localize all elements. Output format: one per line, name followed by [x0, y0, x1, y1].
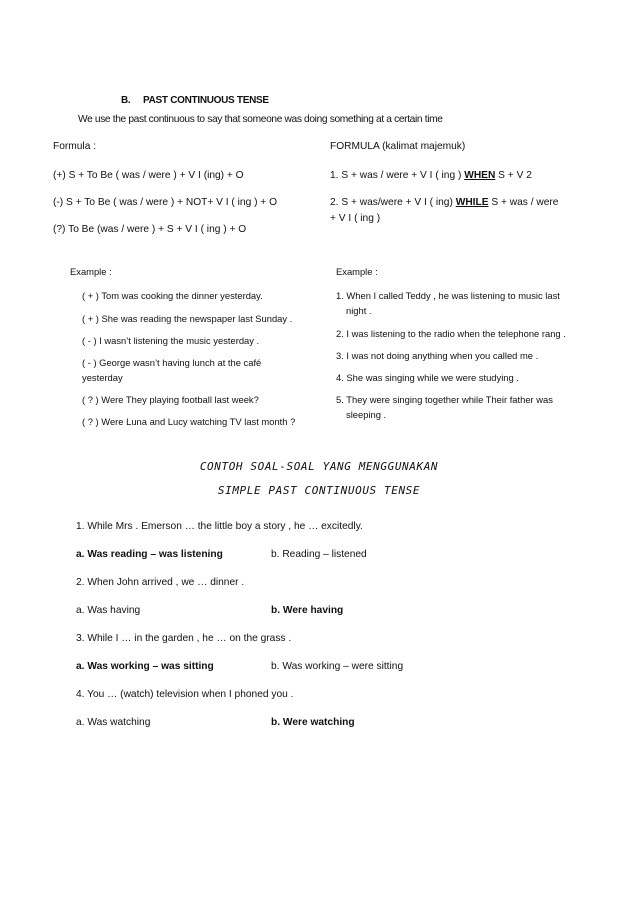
question-2-option-a: a. Was having [76, 605, 141, 616]
examples-right-label: Example : [336, 266, 378, 277]
example-left-3: ( - ) I wasn’t listening the music yesterday . [82, 335, 260, 346]
question-3-option-a: a. Was working – was sitting [76, 661, 214, 672]
example-right-1: 1. When I called Teddy , he was listening to music last [336, 290, 560, 301]
example-left-4-continued: yesterday [82, 372, 123, 383]
formula-while-continued: + V I ( ing ) [330, 213, 381, 224]
question-2-option-b: b. Were having [271, 605, 344, 616]
formula-question: (?) To Be (was / were ) + S + V I ( ing ) + O [53, 224, 247, 235]
formula-label: Formula : [53, 141, 97, 152]
question-1-option-b: b. Reading – listened [271, 549, 367, 560]
formula-compound-label: FORMULA (kalimat majemuk) [330, 141, 466, 152]
question-3-option-b: b. Was working – were sitting [271, 661, 404, 672]
example-right-2: 2. I was listening to the radio when the telephone rang . [336, 328, 566, 339]
question-4-option-b: b. Were watching [271, 717, 355, 728]
examples-left-label: Example : [70, 266, 112, 277]
question-4: 4. You … (watch) television when I phoned you . [76, 689, 294, 700]
formula-while: 2. S + was/were + V I ( ing) WHILE S + was / were [330, 197, 559, 208]
section-number: B. [121, 95, 131, 106]
example-right-5-continued: sleeping . [346, 409, 387, 420]
keyword-while: WHILE [455, 197, 489, 208]
example-left-2: ( + ) She was reading the newspaper last Sunday . [82, 313, 293, 324]
question-2: 2. When John arrived , we … dinner . [76, 577, 245, 588]
example-right-5: 5. They were singing together while Their father was [336, 394, 553, 405]
question-1: 1. While Mrs . Emerson … the little boy a story , he … excitedly. [76, 521, 363, 532]
example-left-5: ( ? ) Were They playing football last week? [82, 394, 259, 405]
section-title: PAST CONTINUOUS TENSE [143, 95, 269, 106]
formula-negative: (-) S + To Be ( was / were ) + NOT+ V I ( ing ) + O [53, 197, 277, 208]
example-left-6: ( ? ) Were Luna and Lucy watching TV last month ? [82, 416, 296, 427]
contoh-heading-line2: SIMPLE PAST CONTINUOUS TENSE [217, 484, 421, 497]
intro-text: We use the past continuous to say that someone was doing something at a certain time [78, 114, 443, 125]
question-1-option-a: a. Was reading – was listening [76, 549, 223, 560]
example-right-4: 4. She was singing while we were studying . [336, 372, 519, 383]
question-4-option-a: a. Was watching [76, 717, 151, 728]
formula-positive: (+) S + To Be ( was / were ) + V I (ing) + O [53, 170, 244, 181]
example-left-4: ( - ) George wasn’t having lunch at the café [82, 357, 262, 368]
keyword-when: WHEN [464, 170, 496, 181]
example-right-1-continued: night . [346, 305, 372, 316]
contoh-heading-line1: CONTOH SOAL-SOAL YANG MENGGUNAKAN [199, 460, 439, 473]
question-3: 3. While I … in the garden , he … on the grass . [76, 633, 292, 644]
example-left-1: ( + ) Tom was cooking the dinner yesterday. [82, 290, 263, 301]
formula-when: 1. S + was / were + V I ( ing ) WHEN S + V 2 [330, 170, 532, 181]
example-right-3: 3. I was not doing anything when you called me . [336, 350, 539, 361]
